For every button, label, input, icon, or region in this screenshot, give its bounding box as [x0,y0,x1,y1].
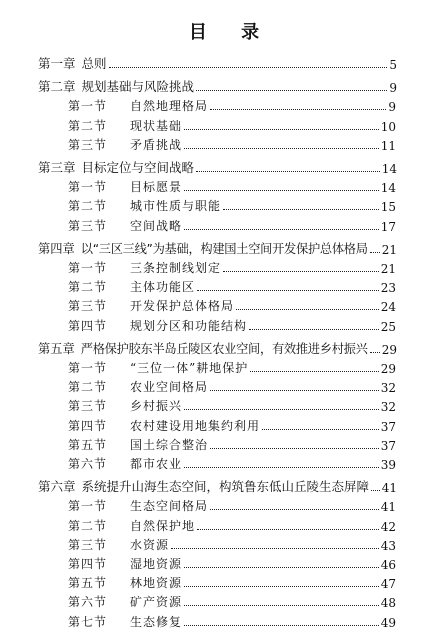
chapter-number: 第三章 [38,160,76,175]
chapter-number: 第六章 [38,479,76,495]
section-title: “三位一体”耕地保护 [130,361,249,375]
section-number: 第二节 [68,518,108,533]
dot-leader [262,429,379,430]
section-number: 第一节 [68,361,108,375]
page-number: 39 [380,458,396,472]
toc-section-entry[interactable] [68,494,396,514]
section-title: 湿地资源 [130,557,183,571]
section-title: 自然地理格局 [130,99,209,114]
dot-leader [197,529,379,530]
section-number: 第二节 [68,280,108,295]
dot-leader [210,509,379,510]
toc-chapter-entry[interactable] [38,337,397,357]
section-number: 第四节 [68,557,108,571]
page-number: 32 [380,400,396,415]
page-number: 41 [381,481,397,496]
chapter-number: 第四章 [38,241,75,256]
dot-leader [109,67,388,68]
section-number: 第一节 [68,261,108,275]
dot-leader [210,448,379,449]
dot-leader [210,390,379,391]
section-number: 第四节 [68,418,108,433]
chapter-title: 总则 [81,56,107,71]
dot-leader [196,90,387,91]
chapter-title: 目标定位与空间战略 [81,160,195,175]
dot-leader [210,109,386,110]
section-number: 第三节 [68,218,108,233]
toc-section-entry[interactable] [68,133,396,153]
page-number: 10 [380,119,396,134]
section-number: 第七节 [68,614,108,629]
dot-leader [184,605,379,606]
page-number: 41 [380,500,396,515]
toc-section-entry[interactable] [68,114,396,134]
toc-chapter-entry[interactable] [38,475,397,495]
page-number: 29 [381,342,397,357]
section-title: 林地资源 [130,576,183,591]
page-number: 49 [380,615,396,630]
dot-leader [249,329,379,330]
toc-section-entry[interactable] [68,433,396,453]
section-title: 生态空间格局 [130,499,209,514]
section-title: 农村建设用地集约利用 [130,418,261,433]
section-title: 城市性质与职能 [130,199,222,214]
dot-leader [371,490,380,491]
toc-section-entry[interactable] [68,94,396,114]
dot-leader [184,409,379,410]
section-title: 国土综合整治 [130,437,209,452]
page-number: 9 [388,100,396,115]
section-title: 规划分区和功能结构 [130,318,248,333]
page-number: 17 [380,219,396,234]
section-title: 开发保护总体格局 [130,299,235,314]
dot-leader [236,309,379,310]
toc-chapter-entry[interactable] [38,75,397,95]
dot-leader [370,352,380,353]
section-number: 第六节 [68,595,108,610]
toc-section-entry[interactable] [68,452,396,472]
toc-section-entry[interactable] [68,294,396,314]
page-number: 47 [380,577,396,592]
toc-section-entry[interactable] [68,275,396,295]
section-title: 现状基础 [130,118,183,133]
page-number: 37 [380,419,396,434]
section-title: 主体功能区 [130,280,196,295]
section-number: 第三节 [68,399,108,414]
section-number: 第一节 [68,499,108,514]
section-number: 第四节 [68,318,108,333]
toc-chapter-entry[interactable] [38,237,397,257]
dot-leader [250,371,378,372]
page-number: 46 [380,558,396,572]
section-number: 第三节 [68,537,108,552]
section-number: 第五节 [68,437,108,452]
chapter-title: 严格保护胶东半岛丘陵区农业空间，有效推进乡村振兴 [80,341,368,356]
page-number: 21 [380,262,396,276]
section-title: 矿产资源 [130,595,183,610]
toc-section-entry[interactable] [68,414,396,434]
toc-section-entry[interactable] [68,375,396,395]
dot-leader [184,586,379,587]
page-number: 24 [380,300,396,315]
page-number: 43 [380,538,396,553]
page-number: 15 [380,200,396,215]
section-title: 三条控制线划定 [130,261,222,275]
page-number: 5 [389,58,397,72]
toc-section-entry[interactable] [68,571,396,591]
page-number: 48 [380,596,396,611]
section-title: 目标愿景 [130,180,183,195]
toc-section-entry[interactable] [68,314,396,334]
toc-section-entry[interactable] [68,514,396,534]
section-title: 都市农业 [130,457,183,471]
toc-section-entry[interactable] [68,356,396,376]
page-number: 25 [380,319,396,334]
dot-leader [184,567,379,568]
section-title: 矛盾挑战 [130,137,183,152]
page-number: 11 [380,138,396,153]
section-number: 第三节 [68,299,108,314]
section-number: 第三节 [68,137,108,152]
section-title: 空间战略 [130,218,183,233]
toc-chapter-entry[interactable] [38,52,397,72]
page-number: 42 [380,519,396,534]
toc-section-entry[interactable] [68,256,396,276]
dot-leader [184,190,379,191]
section-number: 第一节 [68,180,108,195]
section-number: 第五节 [68,576,108,591]
page-number: 29 [380,362,396,376]
page-number: 23 [380,281,396,296]
section-title: 生态修复 [130,614,183,629]
page-number: 32 [380,381,396,396]
page-title: 目 录 [188,22,274,43]
dot-leader [171,548,379,549]
page-number: 9 [389,81,397,96]
dot-leader [184,229,379,230]
toc-section-entry[interactable] [68,590,396,610]
page-number: 37 [380,438,396,453]
chapter-number: 第一章 [38,56,76,71]
dot-leader [223,271,379,272]
chapter-title: 以“三区三线”为基础，构建国土空间开发保护总体格局 [80,241,368,256]
dot-leader [196,171,380,172]
toc-section-entry[interactable] [68,533,396,553]
chapter-title: 系统提升山海生态空间，构筑鲁东低山丘陵生态屏障 [81,479,370,495]
section-number: 第二节 [68,380,108,395]
toc-section-entry[interactable] [68,610,396,630]
section-title: 乡村振兴 [130,399,183,414]
section-title: 水资源 [130,537,170,552]
page-number: 14 [381,162,397,176]
dot-leader [184,467,379,468]
toc-section-entry[interactable] [68,394,396,414]
section-number: 第一节 [68,99,108,114]
dot-leader [197,290,379,291]
toc-section-entry[interactable] [68,194,396,214]
section-title: 农业空间格局 [130,380,209,395]
section-title: 自然保护地 [130,518,196,533]
dot-leader [184,129,379,130]
dot-leader [184,148,379,149]
page-number: 14 [380,181,396,196]
toc-section-entry[interactable] [68,552,396,572]
chapter-number: 第五章 [38,341,75,356]
section-number: 第二节 [68,199,108,214]
toc-chapter-entry[interactable] [38,156,397,176]
section-number: 第六节 [68,457,108,471]
toc-section-entry[interactable] [68,214,396,234]
dot-leader [184,625,379,626]
toc-section-entry[interactable] [68,175,396,195]
chapter-title: 规划基础与风险挑战 [81,79,195,95]
chapter-number: 第二章 [38,79,76,95]
dot-leader [223,209,379,210]
page-number: 21 [381,242,397,257]
dot-leader [370,252,380,253]
section-number: 第二节 [68,118,108,133]
